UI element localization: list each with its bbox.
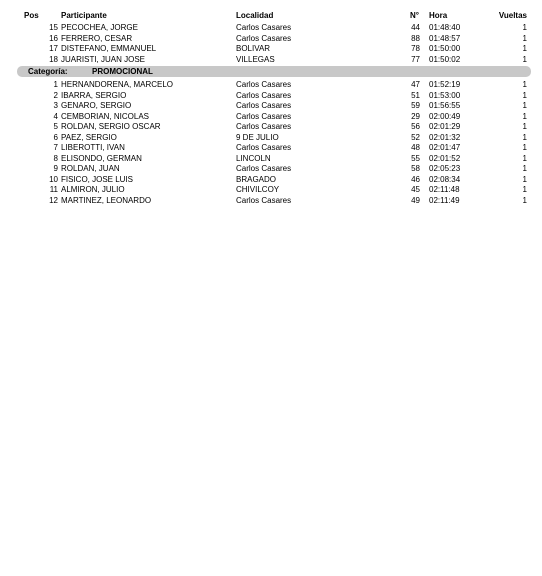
row-pos: 10 <box>49 174 58 184</box>
row-laps: 1 <box>522 174 527 184</box>
row-pos: 3 <box>53 101 58 110</box>
table-row <box>0 133 542 143</box>
row-locality: Carlos Casares <box>236 143 292 152</box>
row-locality: BOLIVAR <box>236 44 271 53</box>
row-participant: GENARO, SERGIO <box>61 101 132 110</box>
row-time: 01:56:55 <box>429 101 461 110</box>
row-time: 02:00:49 <box>429 111 461 121</box>
row-locality: Carlos Casares <box>236 164 292 173</box>
row-participant: PAEZ, SERGIO <box>61 132 117 142</box>
row-laps: 1 <box>522 164 527 173</box>
row-pos: 5 <box>53 122 58 131</box>
row-pos: 4 <box>53 111 58 121</box>
row-participant: DISTEFANO, EMMANUEL <box>61 44 157 53</box>
row-time: 02:11:49 <box>429 195 460 205</box>
table-row <box>0 122 542 132</box>
table-row <box>0 143 542 153</box>
row-pos: 1 <box>53 80 58 89</box>
table-row <box>0 185 542 195</box>
table-row <box>0 101 542 111</box>
row-pos: 17 <box>49 44 58 53</box>
header-pos: Pos <box>24 11 39 20</box>
table-row <box>0 91 542 101</box>
row-time: 01:50:00 <box>429 44 461 53</box>
table-row <box>0 175 542 185</box>
row-pos: 15 <box>49 23 58 32</box>
row-laps: 1 <box>522 23 527 32</box>
row-laps: 1 <box>522 111 527 121</box>
row-locality: Carlos Casares <box>236 122 292 131</box>
row-number: 45 <box>411 185 420 194</box>
row-number: 78 <box>411 44 420 53</box>
row-time: 02:05:23 <box>429 164 461 173</box>
row-participant: PECOCHEA, JORGE <box>61 23 138 32</box>
row-pos: 7 <box>53 143 58 152</box>
row-locality: Carlos Casares <box>236 195 292 205</box>
table-row <box>0 44 542 54</box>
row-laps: 1 <box>522 54 527 64</box>
row-time: 01:48:40 <box>429 23 461 32</box>
table-row <box>0 23 542 33</box>
header-locality: Localidad <box>236 11 274 20</box>
header-time: Hora <box>429 11 448 20</box>
row-pos: 2 <box>53 90 58 100</box>
row-time: 02:01:52 <box>429 153 461 163</box>
row-number: 52 <box>411 132 420 142</box>
row-participant: ROLDAN, JUAN <box>61 164 120 173</box>
row-laps: 1 <box>522 80 527 89</box>
row-locality: Carlos Casares <box>236 33 292 43</box>
header-participant: Participante <box>61 11 107 20</box>
row-participant: ELISONDO, GERMAN <box>61 153 142 163</box>
row-participant: IBARRA, SERGIO <box>61 90 127 100</box>
row-time: 01:53:00 <box>429 90 461 100</box>
row-laps: 1 <box>522 33 527 43</box>
row-pos: 12 <box>49 195 58 205</box>
row-laps: 1 <box>522 185 527 194</box>
table-row <box>0 55 542 65</box>
table-row <box>0 80 542 90</box>
row-laps: 1 <box>522 143 527 152</box>
row-time: 02:01:47 <box>429 143 461 152</box>
row-number: 88 <box>411 33 420 43</box>
row-time: 02:11:48 <box>429 185 460 194</box>
row-locality: CHIVILCOY <box>236 185 280 194</box>
row-participant: JUARISTI, JUAN JOSE <box>61 54 146 64</box>
row-pos: 18 <box>49 54 58 64</box>
row-participant: HERNANDORENA, MARCELO <box>61 80 174 89</box>
header-laps: Vueltas <box>498 11 527 20</box>
row-time: 02:08:34 <box>429 174 461 184</box>
row-number: 44 <box>411 23 420 32</box>
table-row <box>0 164 542 174</box>
row-laps: 1 <box>522 90 527 100</box>
category-value: PROMOCIONAL <box>92 67 153 76</box>
table-row <box>0 196 542 206</box>
row-number: 55 <box>411 153 420 163</box>
row-number: 58 <box>411 164 420 173</box>
row-time: 01:50:02 <box>429 54 461 64</box>
row-number: 29 <box>411 111 420 121</box>
row-participant: ROLDAN, SERGIO OSCAR <box>61 122 161 131</box>
table-row <box>0 34 542 44</box>
category-label: Categoría: <box>28 67 68 76</box>
row-time: 02:01:32 <box>429 132 461 142</box>
row-number: 56 <box>411 122 420 131</box>
row-participant: FISICO, JOSE LUIS <box>61 174 134 184</box>
table-header <box>0 11 542 21</box>
row-locality: Carlos Casares <box>236 101 292 110</box>
row-locality: 9 DE JULIO <box>236 132 279 142</box>
row-number: 51 <box>411 90 420 100</box>
row-number: 48 <box>411 143 420 152</box>
row-laps: 1 <box>522 101 527 110</box>
row-laps: 1 <box>522 153 527 163</box>
row-time: 01:48:57 <box>429 33 461 43</box>
row-participant: FERRERO, CESAR <box>61 33 133 43</box>
row-pos: 8 <box>53 153 58 163</box>
row-locality: BRAGADO <box>236 174 277 184</box>
category-banner <box>17 66 531 77</box>
row-pos: 9 <box>53 164 58 173</box>
row-number: 46 <box>411 174 420 184</box>
row-locality: VILLEGAS <box>236 54 275 64</box>
header-number: N° <box>410 11 419 20</box>
row-locality: Carlos Casares <box>236 23 292 32</box>
row-laps: 1 <box>522 132 527 142</box>
row-pos: 11 <box>49 185 58 194</box>
table-row <box>0 154 542 164</box>
row-laps: 1 <box>522 44 527 53</box>
row-number: 49 <box>411 195 420 205</box>
row-locality: Carlos Casares <box>236 80 292 89</box>
row-time: 01:52:19 <box>429 80 461 89</box>
row-locality: Carlos Casares <box>236 111 292 121</box>
row-participant: ALMIRON, JULIO <box>61 185 125 194</box>
row-time: 02:01:29 <box>429 122 461 131</box>
row-number: 59 <box>411 101 420 110</box>
row-locality: LINCOLN <box>236 153 271 163</box>
row-laps: 1 <box>522 122 527 131</box>
row-number: 77 <box>411 54 420 64</box>
row-number: 47 <box>411 80 420 89</box>
row-participant: CEMBORIAN, NICOLAS <box>61 111 150 121</box>
row-pos: 16 <box>49 33 58 43</box>
row-participant: MARTINEZ, LEONARDO <box>61 195 152 205</box>
table-row <box>0 112 542 122</box>
row-participant: LIBEROTTI, IVAN <box>61 143 125 152</box>
row-laps: 1 <box>522 195 527 205</box>
row-locality: Carlos Casares <box>236 90 292 100</box>
row-pos: 6 <box>53 132 58 142</box>
